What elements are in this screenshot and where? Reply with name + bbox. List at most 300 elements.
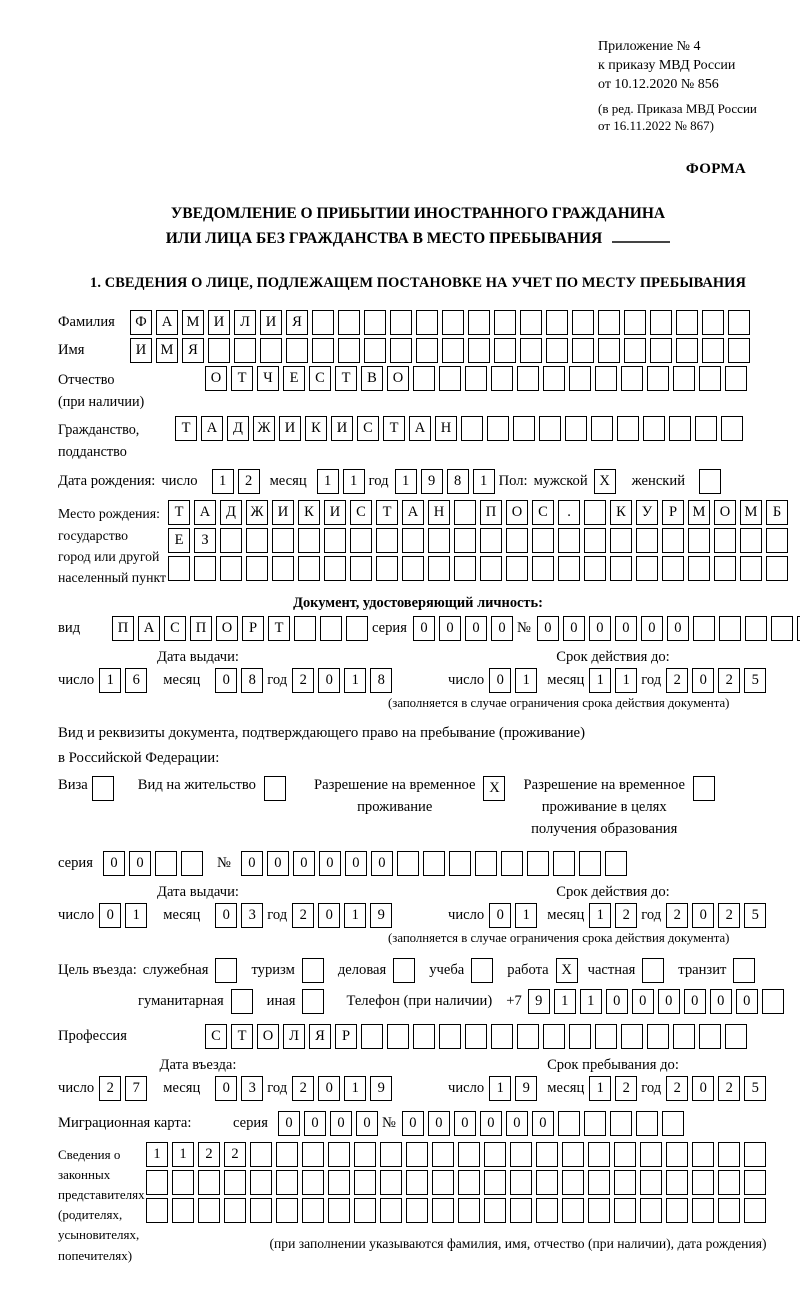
- char-box[interactable]: [517, 1024, 539, 1049]
- purpose-other-checkbox[interactable]: [302, 989, 328, 1014]
- char-box[interactable]: [584, 556, 606, 581]
- char-box[interactable]: К: [305, 416, 327, 441]
- char-box[interactable]: [487, 416, 509, 441]
- char-box[interactable]: [621, 1024, 643, 1049]
- char-box[interactable]: 2: [224, 1142, 246, 1167]
- char-box[interactable]: 2: [615, 903, 637, 928]
- char-box[interactable]: 0: [692, 1076, 714, 1101]
- char-box[interactable]: Т: [335, 366, 357, 391]
- char-box[interactable]: [471, 958, 493, 983]
- char-box[interactable]: [532, 556, 554, 581]
- char-box[interactable]: [744, 1170, 766, 1195]
- char-box[interactable]: Д: [227, 416, 249, 441]
- char-box[interactable]: [702, 310, 724, 335]
- char-box[interactable]: В: [361, 366, 383, 391]
- char-box[interactable]: [692, 1198, 714, 1223]
- char-box[interactable]: [745, 616, 767, 641]
- char-box[interactable]: [302, 1142, 324, 1167]
- char-box[interactable]: [320, 616, 342, 641]
- char-box[interactable]: [591, 416, 613, 441]
- char-box[interactable]: 1: [344, 668, 366, 693]
- rvpo-checkbox[interactable]: [693, 776, 719, 801]
- char-box[interactable]: 1: [146, 1142, 168, 1167]
- char-box[interactable]: 1: [515, 668, 537, 693]
- char-box[interactable]: 6: [125, 668, 147, 693]
- char-box[interactable]: [224, 1170, 246, 1195]
- char-box[interactable]: [662, 528, 684, 553]
- char-box[interactable]: [298, 556, 320, 581]
- char-box[interactable]: [692, 1142, 714, 1167]
- char-box[interactable]: 0: [736, 989, 758, 1014]
- char-box[interactable]: 0: [319, 851, 341, 876]
- char-box[interactable]: [605, 851, 627, 876]
- char-box[interactable]: 1: [589, 1076, 611, 1101]
- char-box[interactable]: 0: [304, 1111, 326, 1136]
- char-box[interactable]: [354, 1170, 376, 1195]
- char-box[interactable]: [276, 1198, 298, 1223]
- char-box[interactable]: Т: [376, 500, 398, 525]
- char-box[interactable]: 1: [489, 1076, 511, 1101]
- char-box[interactable]: [406, 1142, 428, 1167]
- char-box[interactable]: 3: [241, 1076, 263, 1101]
- char-box[interactable]: [614, 1170, 636, 1195]
- char-box[interactable]: Н: [428, 500, 450, 525]
- char-box[interactable]: С: [357, 416, 379, 441]
- char-box[interactable]: [569, 1024, 591, 1049]
- char-box[interactable]: [494, 338, 516, 363]
- char-box[interactable]: [350, 556, 372, 581]
- char-box[interactable]: [695, 416, 717, 441]
- char-box[interactable]: [350, 528, 372, 553]
- char-box[interactable]: [766, 528, 788, 553]
- char-box[interactable]: [406, 1198, 428, 1223]
- char-box[interactable]: [614, 1142, 636, 1167]
- char-box[interactable]: Л: [283, 1024, 305, 1049]
- char-box[interactable]: X: [483, 776, 505, 801]
- char-box[interactable]: [250, 1170, 272, 1195]
- purpose-commercial-checkbox[interactable]: [393, 958, 419, 983]
- char-box[interactable]: 5: [744, 668, 766, 693]
- char-box[interactable]: [647, 1024, 669, 1049]
- char-box[interactable]: [506, 556, 528, 581]
- char-box[interactable]: 2: [292, 1076, 314, 1101]
- char-box[interactable]: [771, 616, 793, 641]
- char-box[interactable]: [286, 338, 308, 363]
- char-box[interactable]: 0: [489, 668, 511, 693]
- char-box[interactable]: С: [205, 1024, 227, 1049]
- char-box[interactable]: С: [350, 500, 372, 525]
- char-box[interactable]: 1: [395, 469, 417, 494]
- char-box[interactable]: [584, 528, 606, 553]
- purpose-transit-checkbox[interactable]: [733, 958, 759, 983]
- char-box[interactable]: Т: [268, 616, 290, 641]
- char-box[interactable]: [558, 1111, 580, 1136]
- char-box[interactable]: Т: [231, 366, 253, 391]
- char-box[interactable]: [666, 1198, 688, 1223]
- char-box[interactable]: А: [402, 500, 424, 525]
- char-box[interactable]: 0: [606, 989, 628, 1014]
- char-box[interactable]: [172, 1198, 194, 1223]
- char-box[interactable]: [354, 1198, 376, 1223]
- char-box[interactable]: Ф: [130, 310, 152, 335]
- char-box[interactable]: [536, 1170, 558, 1195]
- char-box[interactable]: [454, 528, 476, 553]
- char-box[interactable]: [693, 616, 715, 641]
- char-box[interactable]: [198, 1198, 220, 1223]
- char-box[interactable]: 7: [125, 1076, 147, 1101]
- char-box[interactable]: [565, 416, 587, 441]
- char-box[interactable]: [480, 528, 502, 553]
- char-box[interactable]: [390, 338, 412, 363]
- char-box[interactable]: [579, 851, 601, 876]
- char-box[interactable]: 2: [718, 903, 740, 928]
- char-box[interactable]: [506, 528, 528, 553]
- char-box[interactable]: 1: [615, 668, 637, 693]
- char-box[interactable]: 0: [318, 1076, 340, 1101]
- char-box[interactable]: [220, 528, 242, 553]
- char-box[interactable]: [536, 1198, 558, 1223]
- char-box[interactable]: 0: [658, 989, 680, 1014]
- char-box[interactable]: С: [309, 366, 331, 391]
- char-box[interactable]: Д: [220, 500, 242, 525]
- char-box[interactable]: Р: [242, 616, 264, 641]
- char-box[interactable]: 0: [215, 1076, 237, 1101]
- char-box[interactable]: [558, 556, 580, 581]
- char-box[interactable]: [272, 528, 294, 553]
- char-box[interactable]: [302, 1170, 324, 1195]
- char-box[interactable]: [402, 556, 424, 581]
- char-box[interactable]: 1: [172, 1142, 194, 1167]
- char-box[interactable]: [673, 1024, 695, 1049]
- char-box[interactable]: [610, 1111, 632, 1136]
- char-box[interactable]: [636, 556, 658, 581]
- char-box[interactable]: [312, 338, 334, 363]
- char-box[interactable]: [569, 366, 591, 391]
- char-box[interactable]: [324, 528, 346, 553]
- char-box[interactable]: 0: [632, 989, 654, 1014]
- char-box[interactable]: [302, 958, 324, 983]
- char-box[interactable]: [194, 556, 216, 581]
- char-box[interactable]: [250, 1142, 272, 1167]
- purpose-study-checkbox[interactable]: [471, 958, 497, 983]
- char-box[interactable]: [439, 366, 461, 391]
- char-box[interactable]: К: [610, 500, 632, 525]
- char-box[interactable]: 9: [528, 989, 550, 1014]
- char-box[interactable]: 0: [267, 851, 289, 876]
- char-box[interactable]: [208, 338, 230, 363]
- char-box[interactable]: И: [331, 416, 353, 441]
- char-box[interactable]: [595, 1024, 617, 1049]
- char-box[interactable]: Я: [182, 338, 204, 363]
- char-box[interactable]: [484, 1198, 506, 1223]
- char-box[interactable]: 0: [428, 1111, 450, 1136]
- char-box[interactable]: [264, 776, 286, 801]
- char-box[interactable]: [598, 338, 620, 363]
- char-box[interactable]: [572, 310, 594, 335]
- char-box[interactable]: Р: [662, 500, 684, 525]
- char-box[interactable]: [224, 1198, 246, 1223]
- char-box[interactable]: И: [279, 416, 301, 441]
- char-box[interactable]: [733, 958, 755, 983]
- char-box[interactable]: 0: [692, 668, 714, 693]
- char-box[interactable]: [406, 1170, 428, 1195]
- char-box[interactable]: [617, 416, 639, 441]
- char-box[interactable]: [458, 1198, 480, 1223]
- char-box[interactable]: [428, 556, 450, 581]
- char-box[interactable]: [725, 366, 747, 391]
- char-box[interactable]: 2: [198, 1142, 220, 1167]
- char-box[interactable]: [543, 366, 565, 391]
- char-box[interactable]: [491, 366, 513, 391]
- char-box[interactable]: [636, 1111, 658, 1136]
- char-box[interactable]: Ж: [246, 500, 268, 525]
- char-box[interactable]: М: [740, 500, 762, 525]
- char-box[interactable]: 1: [99, 668, 121, 693]
- char-box[interactable]: Я: [286, 310, 308, 335]
- sex-male-checkbox[interactable]: [594, 469, 620, 494]
- char-box[interactable]: 0: [667, 616, 689, 641]
- char-box[interactable]: [520, 338, 542, 363]
- char-box[interactable]: [546, 338, 568, 363]
- char-box[interactable]: [699, 469, 721, 494]
- char-box[interactable]: [643, 416, 665, 441]
- char-box[interactable]: [397, 851, 419, 876]
- char-box[interactable]: 0: [506, 1111, 528, 1136]
- char-box[interactable]: 0: [99, 903, 121, 928]
- char-box[interactable]: [413, 1024, 435, 1049]
- char-box[interactable]: Т: [168, 500, 190, 525]
- char-box[interactable]: 2: [615, 1076, 637, 1101]
- char-box[interactable]: 0: [241, 851, 263, 876]
- char-box[interactable]: [465, 1024, 487, 1049]
- char-box[interactable]: 0: [215, 668, 237, 693]
- char-box[interactable]: И: [272, 500, 294, 525]
- char-box[interactable]: [676, 310, 698, 335]
- char-box[interactable]: [246, 528, 268, 553]
- purpose-business-checkbox[interactable]: [215, 958, 241, 983]
- char-box[interactable]: [558, 528, 580, 553]
- char-box[interactable]: [413, 366, 435, 391]
- char-box[interactable]: 0: [293, 851, 315, 876]
- char-box[interactable]: [423, 851, 445, 876]
- char-box[interactable]: [468, 310, 490, 335]
- char-box[interactable]: [458, 1170, 480, 1195]
- char-box[interactable]: [740, 528, 762, 553]
- char-box[interactable]: Л: [234, 310, 256, 335]
- char-box[interactable]: Я: [309, 1024, 331, 1049]
- char-box[interactable]: 0: [684, 989, 706, 1014]
- char-box[interactable]: 0: [489, 903, 511, 928]
- sex-female-checkbox[interactable]: [699, 469, 725, 494]
- char-box[interactable]: [480, 556, 502, 581]
- char-box[interactable]: [562, 1142, 584, 1167]
- char-box[interactable]: [484, 1170, 506, 1195]
- char-box[interactable]: [198, 1170, 220, 1195]
- char-box[interactable]: 3: [241, 903, 263, 928]
- char-box[interactable]: [181, 851, 203, 876]
- char-box[interactable]: [647, 366, 669, 391]
- char-box[interactable]: [484, 1142, 506, 1167]
- char-box[interactable]: [714, 556, 736, 581]
- char-box[interactable]: 1: [580, 989, 602, 1014]
- char-box[interactable]: [728, 310, 750, 335]
- char-box[interactable]: П: [112, 616, 134, 641]
- char-box[interactable]: 0: [537, 616, 559, 641]
- char-box[interactable]: [92, 776, 114, 801]
- char-box[interactable]: М: [182, 310, 204, 335]
- char-box[interactable]: [527, 851, 549, 876]
- char-box[interactable]: 2: [238, 469, 260, 494]
- char-box[interactable]: [510, 1170, 532, 1195]
- char-box[interactable]: [250, 1198, 272, 1223]
- char-box[interactable]: [416, 338, 438, 363]
- char-box[interactable]: [501, 851, 523, 876]
- char-box[interactable]: [328, 1198, 350, 1223]
- char-box[interactable]: 2: [292, 668, 314, 693]
- char-box[interactable]: М: [688, 500, 710, 525]
- char-box[interactable]: [588, 1170, 610, 1195]
- char-box[interactable]: [465, 366, 487, 391]
- char-box[interactable]: [650, 338, 672, 363]
- char-box[interactable]: [475, 851, 497, 876]
- char-box[interactable]: [588, 1142, 610, 1167]
- char-box[interactable]: З: [194, 528, 216, 553]
- char-box[interactable]: [220, 556, 242, 581]
- char-box[interactable]: [376, 528, 398, 553]
- char-box[interactable]: [328, 1170, 350, 1195]
- char-box[interactable]: [532, 528, 554, 553]
- char-box[interactable]: [520, 310, 542, 335]
- char-box[interactable]: [584, 500, 606, 525]
- char-box[interactable]: И: [130, 338, 152, 363]
- char-box[interactable]: Е: [283, 366, 305, 391]
- char-box[interactable]: [719, 616, 741, 641]
- char-box[interactable]: [298, 528, 320, 553]
- char-box[interactable]: А: [156, 310, 178, 335]
- purpose-humanitarian-checkbox[interactable]: [231, 989, 257, 1014]
- char-box[interactable]: [543, 1024, 565, 1049]
- char-box[interactable]: Е: [168, 528, 190, 553]
- char-box[interactable]: [376, 556, 398, 581]
- char-box[interactable]: [454, 500, 476, 525]
- char-box[interactable]: 9: [515, 1076, 537, 1101]
- char-box[interactable]: [328, 1142, 350, 1167]
- char-box[interactable]: 2: [292, 903, 314, 928]
- char-box[interactable]: А: [409, 416, 431, 441]
- char-box[interactable]: [588, 1198, 610, 1223]
- char-box[interactable]: [260, 338, 282, 363]
- char-box[interactable]: [693, 776, 715, 801]
- char-box[interactable]: [302, 1198, 324, 1223]
- char-box[interactable]: [595, 366, 617, 391]
- char-box[interactable]: [338, 338, 360, 363]
- char-box[interactable]: [393, 958, 415, 983]
- char-box[interactable]: 9: [370, 903, 392, 928]
- char-box[interactable]: [442, 310, 464, 335]
- char-box[interactable]: [468, 338, 490, 363]
- char-box[interactable]: [146, 1198, 168, 1223]
- char-box[interactable]: О: [714, 500, 736, 525]
- char-box[interactable]: 0: [491, 616, 513, 641]
- char-box[interactable]: [246, 556, 268, 581]
- char-box[interactable]: [692, 1170, 714, 1195]
- char-box[interactable]: [338, 310, 360, 335]
- char-box[interactable]: [740, 556, 762, 581]
- char-box[interactable]: [155, 851, 177, 876]
- char-box[interactable]: 8: [370, 668, 392, 693]
- char-box[interactable]: 1: [554, 989, 576, 1014]
- char-box[interactable]: 0: [402, 1111, 424, 1136]
- char-box[interactable]: [442, 338, 464, 363]
- char-box[interactable]: [168, 556, 190, 581]
- char-box[interactable]: [621, 366, 643, 391]
- char-box[interactable]: [562, 1198, 584, 1223]
- char-box[interactable]: Т: [175, 416, 197, 441]
- char-box[interactable]: А: [194, 500, 216, 525]
- char-box[interactable]: [676, 338, 698, 363]
- char-box[interactable]: О: [257, 1024, 279, 1049]
- char-box[interactable]: [449, 851, 471, 876]
- char-box[interactable]: [624, 310, 646, 335]
- char-box[interactable]: [744, 1142, 766, 1167]
- purpose-private-checkbox[interactable]: [642, 958, 668, 983]
- char-box[interactable]: [390, 310, 412, 335]
- char-box[interactable]: [640, 1142, 662, 1167]
- char-box[interactable]: С: [164, 616, 186, 641]
- char-box[interactable]: [172, 1170, 194, 1195]
- char-box[interactable]: 2: [718, 1076, 740, 1101]
- char-box[interactable]: 2: [666, 903, 688, 928]
- residence-checkbox[interactable]: [264, 776, 290, 801]
- char-box[interactable]: [312, 310, 334, 335]
- char-box[interactable]: Т: [231, 1024, 253, 1049]
- visa-checkbox[interactable]: [92, 776, 118, 801]
- char-box[interactable]: [662, 1111, 684, 1136]
- phone-boxes[interactable]: [528, 989, 788, 1014]
- char-box[interactable]: 1: [589, 903, 611, 928]
- char-box[interactable]: [718, 1142, 740, 1167]
- char-box[interactable]: [624, 338, 646, 363]
- purpose-tourism-checkbox[interactable]: [302, 958, 328, 983]
- char-box[interactable]: [614, 1198, 636, 1223]
- char-box[interactable]: [662, 556, 684, 581]
- char-box[interactable]: [234, 338, 256, 363]
- char-box[interactable]: 0: [589, 616, 611, 641]
- char-box[interactable]: О: [216, 616, 238, 641]
- char-box[interactable]: [354, 1142, 376, 1167]
- char-box[interactable]: [461, 416, 483, 441]
- char-box[interactable]: [491, 1024, 513, 1049]
- char-box[interactable]: И: [324, 500, 346, 525]
- char-box[interactable]: [146, 1170, 168, 1195]
- char-box[interactable]: [215, 958, 237, 983]
- char-box[interactable]: 1: [589, 668, 611, 693]
- char-box[interactable]: Ч: [257, 366, 279, 391]
- char-box[interactable]: 1: [344, 1076, 366, 1101]
- char-box[interactable]: [416, 310, 438, 335]
- char-box[interactable]: 5: [744, 903, 766, 928]
- char-box[interactable]: О: [205, 366, 227, 391]
- char-box[interactable]: [517, 366, 539, 391]
- char-box[interactable]: 0: [641, 616, 663, 641]
- char-box[interactable]: 0: [532, 1111, 554, 1136]
- char-box[interactable]: [718, 1170, 740, 1195]
- purpose-work-checkbox[interactable]: [556, 958, 582, 983]
- char-box[interactable]: [650, 310, 672, 335]
- char-box[interactable]: [380, 1198, 402, 1223]
- char-box[interactable]: И: [208, 310, 230, 335]
- char-box[interactable]: 0: [215, 903, 237, 928]
